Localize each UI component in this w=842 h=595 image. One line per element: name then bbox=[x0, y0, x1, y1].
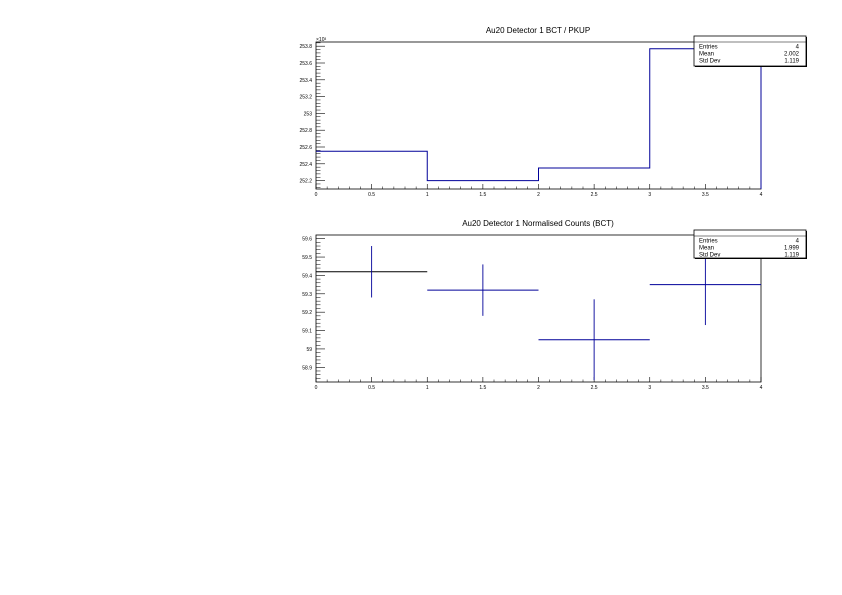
x-tick-label: 2.5 bbox=[590, 192, 598, 198]
stats-label: Std Dev bbox=[699, 252, 721, 259]
y-tick-label: 59 bbox=[306, 346, 312, 353]
stats-value: 1.999 bbox=[783, 245, 799, 252]
stats-box bbox=[694, 36, 807, 67]
x-tick-label: 3 bbox=[648, 385, 652, 391]
y-tick-label: 59.1 bbox=[302, 328, 312, 335]
y-tick-label: 253 bbox=[303, 111, 312, 118]
y-tick-label: 59.3 bbox=[302, 291, 312, 298]
y-tick-label: 59.6 bbox=[302, 236, 312, 243]
x-tick-label: 1.5 bbox=[479, 192, 487, 198]
chart-title: Au20 Detector 1 Normalised Counts (BCT) bbox=[462, 219, 614, 228]
x-tick-label: 4 bbox=[759, 385, 763, 391]
stats-value: 4 bbox=[795, 44, 799, 51]
chart-title: Au20 Detector 1 BCT / PKUP bbox=[485, 26, 591, 35]
x-tick-label: 0 bbox=[314, 192, 318, 198]
y-tick-label: 252.8 bbox=[299, 128, 312, 135]
x-tick-label: 1 bbox=[425, 192, 429, 198]
y-tick-label: 58.9 bbox=[302, 365, 312, 372]
y-tick-label: 59.4 bbox=[302, 273, 312, 280]
stats-label: Std Dev bbox=[699, 58, 721, 65]
y-tick-label: 252.4 bbox=[299, 161, 312, 168]
x-tick-label: 0.5 bbox=[368, 385, 376, 391]
y-tick-label: 253.2 bbox=[299, 94, 312, 101]
x-tick-label: 1.5 bbox=[479, 385, 487, 391]
stats-value: 4 bbox=[795, 238, 799, 245]
stats-label: Entries bbox=[699, 44, 718, 51]
x-tick-label: 2 bbox=[537, 192, 540, 198]
x-tick-label: 3 bbox=[648, 192, 652, 198]
x-tick-label: 3.5 bbox=[701, 192, 709, 198]
stats-box bbox=[694, 230, 807, 259]
y-multiplier: ×10³ bbox=[316, 37, 327, 43]
stats-value: 1.119 bbox=[784, 252, 799, 259]
y-tick-label: 253.8 bbox=[299, 44, 312, 51]
stats-label: Mean bbox=[699, 245, 715, 252]
stats-value: 1.119 bbox=[784, 58, 799, 65]
stats-label: Mean bbox=[699, 51, 715, 58]
x-tick-label: 1 bbox=[425, 385, 429, 391]
y-tick-label: 253.4 bbox=[299, 77, 312, 84]
x-tick-label: 2.5 bbox=[590, 385, 598, 391]
x-tick-label: 4 bbox=[759, 192, 763, 198]
y-tick-label: 252.2 bbox=[299, 178, 312, 185]
x-tick-label: 0.5 bbox=[368, 192, 376, 198]
y-tick-label: 253.6 bbox=[299, 61, 312, 67]
x-tick-label: 3.5 bbox=[701, 385, 709, 391]
y-tick-label: 59.5 bbox=[302, 255, 312, 262]
y-tick-label: 252.6 bbox=[299, 145, 312, 151]
y-tick-label: 59.2 bbox=[302, 310, 312, 317]
stats-value: 2.002 bbox=[783, 51, 799, 58]
x-tick-label: 2 bbox=[537, 385, 540, 391]
x-tick-label: 0 bbox=[314, 385, 318, 391]
stats-label: Entries bbox=[699, 238, 718, 245]
